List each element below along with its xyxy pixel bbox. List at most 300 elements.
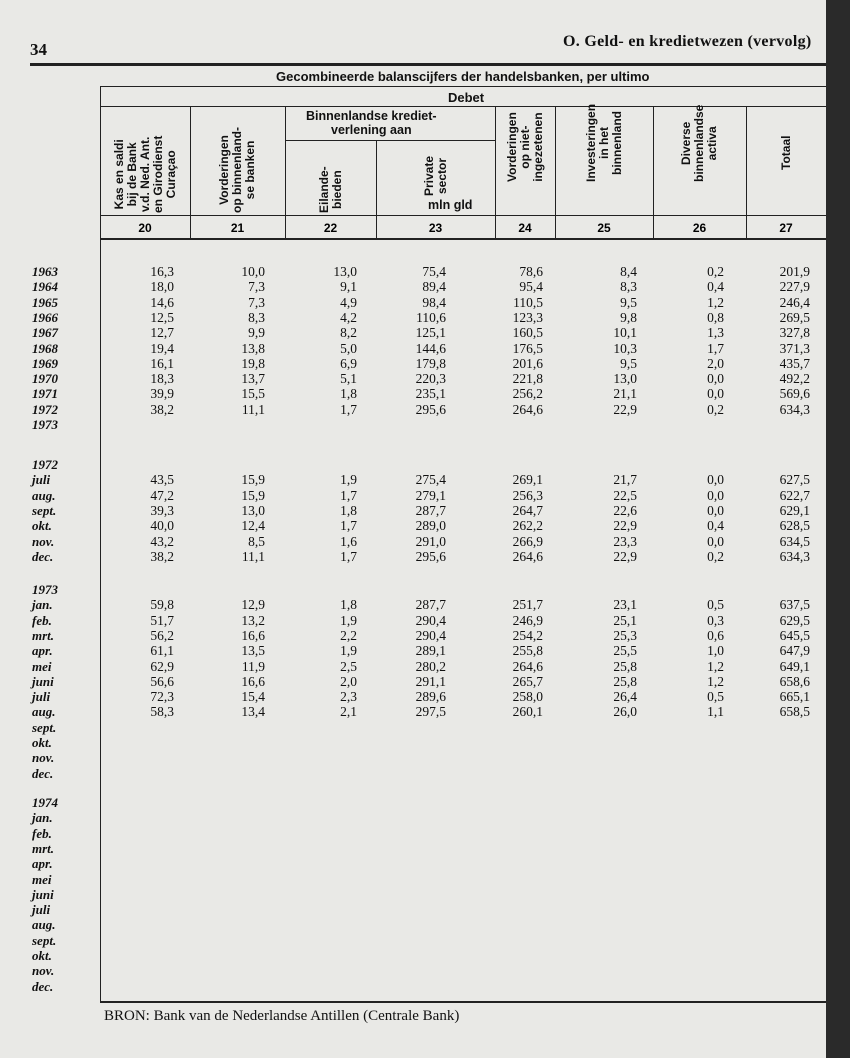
table-cell: 1,1 xyxy=(707,704,724,720)
row-label: juli xyxy=(32,472,51,488)
table-cell: 40,0 xyxy=(150,518,174,534)
table-cell: 16,6 xyxy=(241,627,265,643)
table-cell: 371,3 xyxy=(779,340,810,356)
row-label: okt. xyxy=(32,518,52,534)
table-cell: 22,9 xyxy=(613,518,637,534)
row-label: nov. xyxy=(32,533,55,549)
table-cell: 56,6 xyxy=(150,673,174,689)
column-number: 26 xyxy=(692,221,707,235)
table-cell: 13,2 xyxy=(241,612,265,628)
table-cell: 269,5 xyxy=(779,309,810,325)
table-row xyxy=(0,841,826,856)
table-cell: 72,3 xyxy=(150,689,174,705)
table-cell: 1,8 xyxy=(340,597,357,613)
row-label: sept. xyxy=(32,719,57,735)
table-cell: 26,4 xyxy=(613,689,637,705)
row-label: jan. xyxy=(32,597,53,613)
row-label: dec. xyxy=(32,548,54,564)
table-cell: 7,3 xyxy=(248,279,265,295)
table-cell: 23,1 xyxy=(613,597,637,613)
table-cell: 144,6 xyxy=(415,340,446,356)
row-label: 1963 xyxy=(32,264,58,279)
row-label: okt. xyxy=(32,735,52,750)
table-cell: 13,0 xyxy=(613,371,637,387)
column-number: 20 xyxy=(138,221,152,235)
table-cell: 645,5 xyxy=(779,627,810,643)
row-label: 1968 xyxy=(32,340,58,356)
table-cell: 11,1 xyxy=(241,548,265,564)
table-cell: 13,7 xyxy=(241,371,265,387)
column-divider xyxy=(653,106,654,240)
table-cell: 75,4 xyxy=(422,264,446,279)
table-cell: 2,3 xyxy=(340,689,357,705)
table-row xyxy=(0,402,826,417)
table-cell: 176,5 xyxy=(512,340,543,356)
table-cell: 22,9 xyxy=(613,401,637,417)
row-label: 1973 xyxy=(32,582,58,597)
table-cell: 9,8 xyxy=(620,309,637,325)
table-cell: 11,9 xyxy=(241,658,265,674)
row-label: apr. xyxy=(32,856,53,872)
table-cell: 15,9 xyxy=(241,472,265,488)
top-rule xyxy=(30,63,826,66)
table-cell: 8,2 xyxy=(340,325,357,341)
column-divider xyxy=(746,106,747,240)
row-label: aug. xyxy=(32,487,56,503)
table-cell: 0,6 xyxy=(707,627,724,643)
table-cell: 110,6 xyxy=(416,309,446,325)
row-label: aug. xyxy=(32,917,56,933)
table-cell: 658,5 xyxy=(779,704,810,720)
table-cell: 235,1 xyxy=(415,386,446,402)
table-cell: 1,7 xyxy=(340,487,357,503)
table-row xyxy=(0,795,826,810)
table-cell: 0,0 xyxy=(707,386,724,402)
table-cell: 201,6 xyxy=(512,355,543,371)
table-cell: 264,6 xyxy=(512,548,543,564)
table-cell: 10,1 xyxy=(613,325,637,341)
table-cell: 13,5 xyxy=(241,643,265,659)
table-cell: 59,8 xyxy=(150,597,174,613)
table-cell: 1,9 xyxy=(340,643,357,659)
table-cell: 22,6 xyxy=(613,502,637,518)
table-cell: 0,0 xyxy=(707,472,724,488)
table-cell: 11,1 xyxy=(241,401,265,417)
table-cell: 123,3 xyxy=(512,309,543,325)
table-cell: 26,0 xyxy=(613,704,637,720)
table-cell: 22,9 xyxy=(613,548,637,564)
table-row xyxy=(0,356,826,371)
table-cell: 19,4 xyxy=(150,340,174,356)
table-cell: 16,3 xyxy=(150,264,174,279)
table-cell: 289,0 xyxy=(415,518,446,534)
table-cell: 435,7 xyxy=(779,355,810,371)
table-cell: 13,0 xyxy=(241,502,265,518)
table-cell: 12,4 xyxy=(241,518,265,534)
table-cell: 658,6 xyxy=(779,673,810,689)
table-cell: 295,6 xyxy=(415,401,446,417)
table-cell: 1,9 xyxy=(340,612,357,628)
table-row xyxy=(0,386,826,401)
table-cell: 38,2 xyxy=(150,548,174,564)
table-cell: 0,0 xyxy=(707,533,724,549)
table-cell: 12,5 xyxy=(150,309,174,325)
source-note: BRON: Bank van de Nederlandse Antillen (Centrale Bank) xyxy=(104,1008,460,1024)
table-cell: 5,0 xyxy=(340,340,357,356)
page-number: 34 xyxy=(30,40,47,59)
table-cell: 18,3 xyxy=(150,371,174,387)
table-cell: 627,5 xyxy=(779,472,810,488)
table-cell: 251,7 xyxy=(512,597,543,613)
table-cell: 290,4 xyxy=(415,612,446,628)
table-cell: 255,8 xyxy=(512,643,543,659)
table-cell: 0,0 xyxy=(707,371,724,387)
table-cell: 4,2 xyxy=(340,309,357,325)
table-cell: 262,2 xyxy=(512,518,543,534)
table-cell: 21,1 xyxy=(613,386,637,402)
table-cell: 254,2 xyxy=(512,627,543,643)
table-cell: 492,2 xyxy=(779,371,810,387)
table-cell: 0,2 xyxy=(707,401,724,417)
table-cell: 95,4 xyxy=(519,279,543,295)
table-cell: 8,3 xyxy=(248,309,265,325)
table-row xyxy=(0,902,826,917)
table-cell: 25,3 xyxy=(613,627,637,643)
table-cell: 266,9 xyxy=(512,533,543,549)
table-row xyxy=(0,856,826,871)
table-cell: 1,9 xyxy=(340,472,357,488)
table-row xyxy=(0,295,826,310)
table-cell: 12,7 xyxy=(150,325,174,341)
table-cell: 18,0 xyxy=(150,279,174,295)
table-cell: 628,5 xyxy=(779,518,810,534)
table-cell: 5,1 xyxy=(340,371,357,387)
table-cell: 629,1 xyxy=(779,502,810,518)
row-label: sept. xyxy=(32,932,57,948)
table-row xyxy=(0,341,826,356)
table-cell: 1,7 xyxy=(340,401,357,417)
table-cell: 15,5 xyxy=(241,386,265,402)
table-cell: 1,7 xyxy=(340,548,357,564)
table-row xyxy=(0,933,826,948)
row-label: mrt. xyxy=(32,627,55,643)
table-row xyxy=(0,488,826,503)
table-cell: 0,5 xyxy=(707,689,724,705)
row-label: juli xyxy=(32,902,51,918)
table-cell: 1,7 xyxy=(707,340,724,356)
table-cell: 0,4 xyxy=(707,279,724,295)
table-row xyxy=(0,310,826,325)
table-cell: 258,0 xyxy=(512,689,543,705)
table-cell: 264,6 xyxy=(512,401,543,417)
column-number: 23 xyxy=(428,221,443,235)
table-cell: 634,5 xyxy=(779,533,810,549)
table-row xyxy=(0,264,826,279)
table-cell: 25,1 xyxy=(613,612,637,628)
table-cell: 256,3 xyxy=(512,487,543,503)
table-cell: 56,2 xyxy=(150,627,174,643)
table-cell: 25,8 xyxy=(613,673,637,689)
row-label: mei xyxy=(32,871,52,887)
table-row xyxy=(0,704,826,719)
row-label: 1965 xyxy=(32,294,58,310)
table-cell: 634,3 xyxy=(779,548,810,564)
column-header-label: Investeringen in het binnenland xyxy=(583,103,624,182)
row-label: okt. xyxy=(32,948,52,963)
table-cell: 10,3 xyxy=(613,340,637,356)
table-cell: 43,2 xyxy=(150,533,174,549)
table-cell: 16,1 xyxy=(150,355,174,371)
table-cell: 7,3 xyxy=(248,294,265,310)
table-cell: 21,7 xyxy=(613,472,637,488)
row-label: jan. xyxy=(32,810,53,826)
table-cell: 629,5 xyxy=(779,612,810,628)
table-cell: 264,6 xyxy=(512,658,543,674)
table-cell: 51,7 xyxy=(150,612,174,628)
table-cell: 4,9 xyxy=(340,294,357,310)
table-cell: 0,2 xyxy=(707,548,724,564)
table-cell: 8,3 xyxy=(620,279,637,295)
table-cell: 246,4 xyxy=(779,294,810,310)
row-label: 1972 xyxy=(32,457,58,472)
table-cell: 622,7 xyxy=(779,487,810,503)
table-cell: 287,7 xyxy=(415,502,446,518)
table-cell: 6,9 xyxy=(340,355,357,371)
table-cell: 246,9 xyxy=(512,612,543,628)
table-cell: 0,0 xyxy=(707,502,724,518)
row-label: 1969 xyxy=(32,355,58,371)
table-cell: 2,0 xyxy=(707,355,724,371)
table-row xyxy=(0,659,826,674)
column-number: 21 xyxy=(230,221,245,235)
column-number: 27 xyxy=(779,221,793,235)
table-cell: 61,1 xyxy=(150,643,174,659)
column-header-label: Totaal xyxy=(778,135,793,170)
table-cell: 265,7 xyxy=(512,673,543,689)
column-header-label: Private sector xyxy=(421,155,449,196)
table-cell: 43,5 xyxy=(150,472,174,488)
column-divider xyxy=(495,106,496,240)
row-label: feb. xyxy=(32,825,52,841)
table-cell: 201,9 xyxy=(779,264,810,279)
table-cell: 260,1 xyxy=(512,704,543,720)
table-row xyxy=(0,582,826,597)
bottom-rule xyxy=(100,1001,826,1003)
row-label: 1972 xyxy=(32,401,58,417)
table-cell: 160,5 xyxy=(512,325,543,341)
table-cell: 2,0 xyxy=(340,673,357,689)
table-cell: 179,8 xyxy=(415,355,446,371)
table-cell: 47,2 xyxy=(150,487,174,503)
table-cell: 569,6 xyxy=(779,386,810,402)
table-cell: 8,5 xyxy=(248,533,265,549)
column-divider xyxy=(376,140,377,240)
column-header-label: Vorderingen op binnenland- se banken xyxy=(217,127,257,213)
table-cell: 16,6 xyxy=(241,673,265,689)
column-divider xyxy=(285,106,286,240)
row-label: apr. xyxy=(32,643,53,659)
table-cell: 634,3 xyxy=(779,401,810,417)
table-cell: 22,5 xyxy=(613,487,637,503)
table-cell: 1,2 xyxy=(707,658,724,674)
column-header-label: Vorderingen op niet- ingezetenen xyxy=(504,112,545,182)
row-label: 1967 xyxy=(32,325,58,341)
table-row xyxy=(0,810,826,825)
row-label: juli xyxy=(32,689,51,705)
table-cell: 1,2 xyxy=(707,294,724,310)
running-title: O. Geld- en kredietwezen (vervolg) xyxy=(563,33,812,50)
table-title: Gecombineerde balanscijfers der handelsbanken, per ultimo xyxy=(276,69,650,84)
column-number: 24 xyxy=(518,221,532,235)
table-cell: 38,2 xyxy=(150,401,174,417)
row-label: mrt. xyxy=(32,840,55,856)
table-cell: 295,6 xyxy=(415,548,446,564)
table-row xyxy=(0,766,826,781)
table-row xyxy=(0,457,826,472)
table-row xyxy=(0,534,826,549)
table-cell: 9,1 xyxy=(340,279,357,295)
table-cell: 290,4 xyxy=(415,627,446,643)
table-row xyxy=(0,689,826,704)
table-cell: 289,6 xyxy=(415,689,446,705)
table-row xyxy=(0,417,826,432)
table-row xyxy=(0,628,826,643)
table-cell: 291,0 xyxy=(415,533,446,549)
table-row xyxy=(0,643,826,658)
table-cell: 14,6 xyxy=(150,294,174,310)
table-cell: 287,7 xyxy=(415,597,446,613)
table-cell: 2,5 xyxy=(340,658,357,674)
table-cell: 291,1 xyxy=(415,673,446,689)
table-row xyxy=(0,872,826,887)
table-cell: 0,2 xyxy=(707,264,724,279)
table-cell: 665,1 xyxy=(779,689,810,705)
table-row xyxy=(0,720,826,735)
row-label: sept. xyxy=(32,502,57,518)
table-row xyxy=(0,750,826,765)
table-row xyxy=(0,735,826,750)
row-label: 1973 xyxy=(32,417,58,432)
row-label: 1966 xyxy=(32,309,58,325)
table-cell: 9,5 xyxy=(620,294,637,310)
table-row xyxy=(0,613,826,628)
table-cell: 1,8 xyxy=(340,386,357,402)
column-header-label: Diverse binnenlandse activa xyxy=(679,104,719,182)
table-cell: 15,9 xyxy=(241,487,265,503)
table-row xyxy=(0,887,826,902)
row-label: juni xyxy=(32,886,54,902)
column-header-label: Eilande- bieden xyxy=(316,166,344,213)
table-cell: 279,1 xyxy=(415,487,446,503)
table-cell: 13,0 xyxy=(333,264,357,279)
table-row xyxy=(0,948,826,963)
table-row xyxy=(0,826,826,841)
table-cell: 0,5 xyxy=(707,597,724,613)
row-label: juni xyxy=(32,673,54,689)
table-cell: 264,7 xyxy=(512,502,543,518)
table-cell: 289,1 xyxy=(415,643,446,659)
table-cell: 280,2 xyxy=(415,658,446,674)
row-label: aug. xyxy=(32,704,56,720)
table-cell: 1,3 xyxy=(707,325,724,341)
row-label: dec. xyxy=(32,765,54,781)
side-header: Debet xyxy=(448,90,485,105)
table-cell: 19,8 xyxy=(241,355,265,371)
table-cell: 23,3 xyxy=(613,533,637,549)
table-cell: 647,9 xyxy=(779,643,810,659)
table-cell: 13,8 xyxy=(241,340,265,356)
table-cell: 1,6 xyxy=(340,533,357,549)
table-cell: 256,2 xyxy=(512,386,543,402)
table-cell: 98,4 xyxy=(422,294,446,310)
column-divider xyxy=(555,106,556,240)
table-cell: 649,1 xyxy=(779,658,810,674)
table-cell: 0,8 xyxy=(707,309,724,325)
table-cell: 227,9 xyxy=(779,279,810,295)
table-cell: 297,5 xyxy=(415,704,446,720)
table-cell: 9,9 xyxy=(248,325,265,341)
table-cell: 62,9 xyxy=(150,658,174,674)
table-cell: 0,4 xyxy=(707,518,724,534)
table-cell: 269,1 xyxy=(512,472,543,488)
table-row xyxy=(0,979,826,994)
row-label: dec. xyxy=(32,978,54,994)
table-cell: 8,4 xyxy=(620,264,637,279)
row-label: mei xyxy=(32,658,52,674)
table-cell: 125,1 xyxy=(415,325,446,341)
table-row xyxy=(0,549,826,564)
row-label: nov. xyxy=(32,963,55,979)
table-cell: 637,5 xyxy=(779,597,810,613)
table-row xyxy=(0,518,826,533)
unit-label: mln gld xyxy=(428,198,473,212)
table-cell: 221,8 xyxy=(512,371,543,387)
table-row xyxy=(0,325,826,340)
table-row xyxy=(0,917,826,932)
table-cell: 1,0 xyxy=(707,643,724,659)
table-row xyxy=(0,597,826,612)
table-cell: 78,6 xyxy=(519,264,543,279)
row-label: 1964 xyxy=(32,279,58,295)
table-cell: 12,9 xyxy=(241,597,265,613)
column-number: 22 xyxy=(323,221,338,235)
table-cell: 25,5 xyxy=(613,643,637,659)
table-cell: 0,0 xyxy=(707,487,724,503)
column-number: 25 xyxy=(597,221,611,235)
table-cell: 110,5 xyxy=(513,294,543,310)
table-cell: 2,1 xyxy=(340,704,357,720)
table-cell: 0,3 xyxy=(707,612,724,628)
table-cell: 2,2 xyxy=(340,627,357,643)
row-label: nov. xyxy=(32,750,55,766)
table-cell: 220,3 xyxy=(415,371,446,387)
column-header-label: Kas en saldi bij de Bank v.d. Ned. Ant. en Girodienst Curaçao xyxy=(111,135,178,213)
table-cell: 58,3 xyxy=(150,704,174,720)
row-label: 1974 xyxy=(32,795,58,810)
table-row xyxy=(0,279,826,294)
table-row xyxy=(0,371,826,386)
group-header: Binnenlandse krediet- verlening aan xyxy=(306,109,437,137)
row-label: 1971 xyxy=(32,386,58,402)
row-label: 1970 xyxy=(32,371,58,387)
table-row xyxy=(0,963,826,978)
table-cell: 1,2 xyxy=(707,673,724,689)
table-cell: 39,3 xyxy=(150,502,174,518)
table-cell: 10,0 xyxy=(241,264,265,279)
table-cell: 89,4 xyxy=(422,279,446,295)
table-row xyxy=(0,472,826,487)
table-row xyxy=(0,503,826,518)
